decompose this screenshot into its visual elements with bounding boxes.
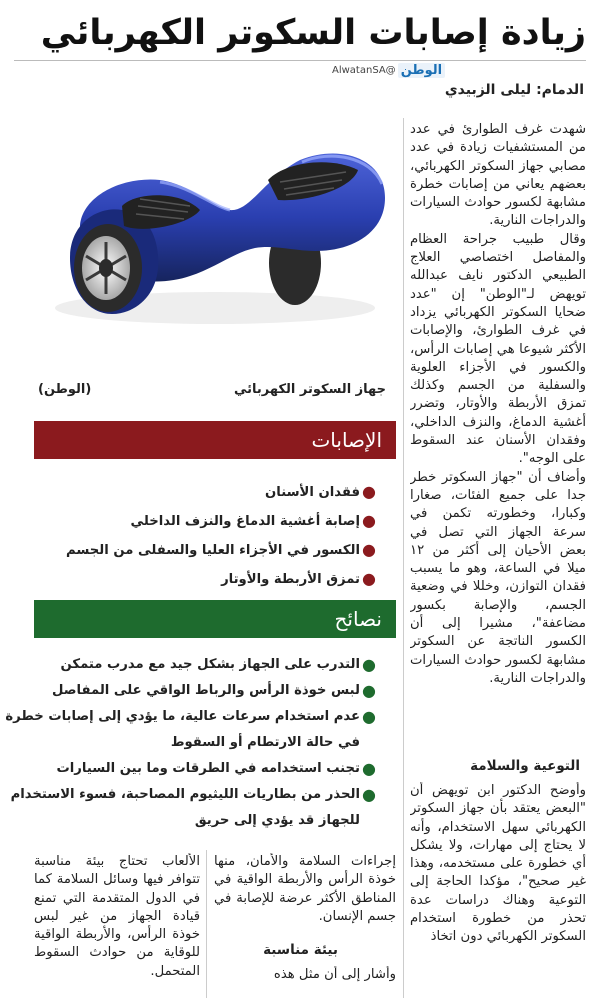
- list-item: ● تجنب استخدامه في الطرقات وما بين السيارات: [56, 759, 376, 778]
- article-column-right: [410, 121, 586, 761]
- paragraph: وقال طبيب جراحة العظام والمفاصل اختصاصي العلاج الطبيعي الدكتور نايف عبدالله تويهض لـ"الوطن" إن "عدد ضحايا السكوتر الكهربائي يزداد في غرف الطوارئ، والإصابات الأكثر شيوعا هي إصابات الرأس، والكسور في الأجزاء العلوية والسفلية من الجسم وكذلك تمزق الأربطة والأوتار، وتضرر أغشية الدماغ، والنزف الداخلي، وفقدان الأسنان عند السقوط على الوجه".: [410, 231, 586, 467]
- photo-credit: (الوطن): [38, 382, 92, 397]
- tips-box-title: نصائح: [34, 600, 396, 638]
- headline: زيادة إصابات السكوتر الكهربائي: [40, 13, 586, 53]
- list-item: ● التدرب على الجهاز بشكل جيد مع مدرب متمكن: [60, 655, 376, 674]
- bullet-icon: ●: [362, 511, 376, 530]
- newspaper-logo: [332, 63, 445, 78]
- injuries-list: [34, 478, 376, 594]
- article-column-middle: [214, 853, 396, 933]
- tips-list: [5, 652, 376, 834]
- article-column-left: [34, 853, 200, 989]
- subhead-environment: بيئة مناسبة: [263, 942, 338, 958]
- list-item: ● الحذر من بطاريات الليثيوم المصاحبة، فسوء الاستخدام: [10, 785, 376, 804]
- bullet-icon: ●: [362, 681, 376, 700]
- paragraph: شهدت غرف الطوارئ في عدد من المستشفيات زيادة في عدد مصابي جهاز السكوتر الكهربائي، بعضهم يعاني من إصابات خطرة مشابهة لكسور حوادث السيارات والدراجات النارية.: [410, 122, 586, 229]
- bullet-icon: ●: [362, 482, 376, 501]
- bullet-icon: ●: [362, 569, 376, 588]
- list-item: ● لبس خوذة الرأس والرباط الواقي على المفاصل: [52, 681, 376, 700]
- paragraph: الألعاب تحتاج بيئة مناسبة تتوافر فيها وسائل السلامة كما في الدول المتقدمة التي تمنع قيادة الجهاز من غير لبس خوذة الرأس، والأربطة الواقية للوقاية من حوادث السقوط المتحمل.: [34, 854, 200, 979]
- bullet-icon: ●: [362, 540, 376, 559]
- column-divider: [403, 118, 404, 998]
- paragraph: وأضاف أن "جهاز السكوتر خطر جدا على جميع الفئات، صغارا وكبارا، وخطورته تكمن في سرعة الجهاز التي تصل في بعض الأحيان إلى أكثر من ١٢ ميلا في الساعة، وهو ما يسبب فقدان التوازن، وخللا في وضعية الجسم، والإصابة بكسور مضاعفة"، مشيرا إلى أن الكسور الناتجة عن السكوتر مشابهة لكسور حوادث السيارات والدراجات النارية.: [410, 469, 586, 686]
- bullet-icon: ●: [362, 785, 376, 804]
- list-item: ● الكسور في الأجزاء العليا والسفلى من الجسم: [66, 540, 376, 559]
- twitter-handle: AlwatanSA@: [332, 65, 396, 76]
- column-divider: [206, 850, 207, 998]
- article-column-middle-cont: [214, 966, 396, 988]
- list-item: ● عدم استخدام سرعات عالية، ما يؤدي إلى إصابات خطرة: [5, 707, 376, 726]
- hoverboard-photo: [40, 118, 400, 370]
- list-item: ● فقدان الأسنان: [264, 482, 376, 501]
- list-item: في حالة الارتطام أو السقوط: [170, 735, 360, 750]
- bullet-icon: ●: [362, 707, 376, 726]
- bullet-icon: ●: [362, 759, 376, 778]
- list-item: ● إصابة أغشية الدماغ والنزف الداخلي: [130, 511, 376, 530]
- bullet-icon: ●: [362, 655, 376, 674]
- list-item: للجهاز قد يؤدي إلى حريق: [194, 813, 360, 828]
- byline: الدمام: ليلى الزبيدي: [444, 82, 584, 98]
- paragraph: وأشار إلى أن مثل هذه: [273, 967, 396, 982]
- injuries-box-title: الإصابات: [34, 421, 396, 459]
- subhead-awareness: التوعية والسلامة: [470, 758, 580, 774]
- paragraph: إجراءات السلامة والأمان، منها خوذة الرأس والأربطة الواقية في المناطق الأكثر عرضة للإصابة في جسم الإنسان.: [214, 854, 396, 924]
- photo-caption: جهاز السكوتر الكهربائي: [234, 382, 386, 397]
- headline-rule: [14, 60, 586, 61]
- article-column-right-cont: [410, 782, 586, 998]
- paragraph: وأوضح الدكتور ابن تويهض أن "البعض يعتقد بأن جهاز السكوتر الكهربائي سهل الاستخدام، وأنه لا يحتاج إلى مهارات، ولا يشكل أي خطورة على مستخدمه، وهذا غير صحيح"، مؤكدا الحاجة إلى التوعية وهناك دراسات عدة تحذر من خطورة استخدام السكوتر الكهربائي دون اتخاذ: [410, 783, 586, 945]
- list-item: ● تمزق الأربطة والأوتار: [221, 569, 376, 588]
- alwatan-logo-mark: الوطن: [398, 63, 445, 78]
